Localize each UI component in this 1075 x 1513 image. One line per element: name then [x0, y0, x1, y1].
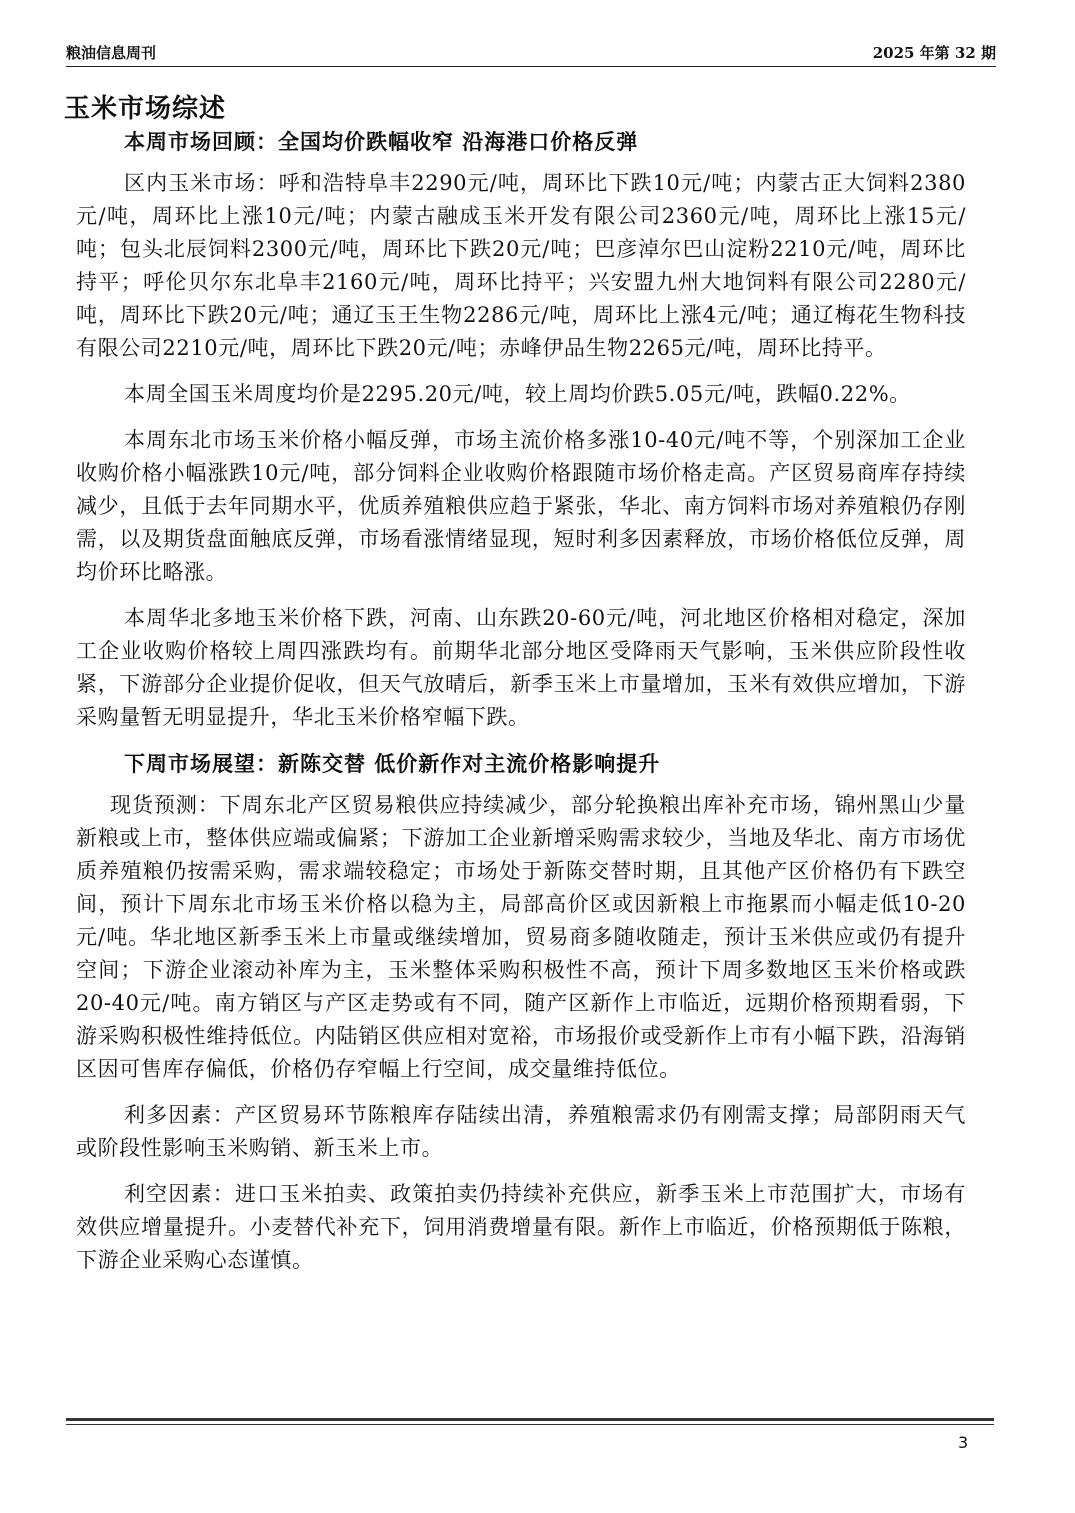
- page-number: 3: [958, 1433, 969, 1452]
- outlook-paragraph: 现货预测：下周东北产区贸易粮供应持续减少，部分轮换粮出库补充市场，锦州黑山少量新粮或上市，整体供应端或偏紧；下游加工企业新增采购需求较少，当地及华北、南方市场优质养殖粮仍按需采购，需求端较稳定；市场处于新陈交替时期，且其他产区价格仍有下跌空间，预计下周东北市场玉米价格以稳为主，局部高价区或因新粮上市拖累而小幅走低10-20元/吨。华北地区新季玉米上市量或继续增加，贸易商多随收随走，预计玉米供应或仍有提升空间；下游企业滚动补库为主，玉米整体采购积极性不高，预计下周多数地区玉米价格或跌20-40元/吨。南方销区与产区走势或有不同，随产区新作上市临近，远期价格预期看弱，下游采购积极性维持低位。内陆销区供应相对宽裕，市场报价或受新作上市有小幅下跌，沿海销区因可售库存偏低，价格仍存窄幅上行空间，成交量维持低位。: [76, 793, 966, 1081]
- review-paragraph: 本周全国玉米周度均价是2295.20元/吨，较上周均价跌5.05元/吨，跌幅0.22%。: [124, 382, 911, 406]
- header-divider: [66, 66, 996, 67]
- review-subtitle: 本周市场回顾：全国均价跌幅收窄 沿海港口价格反弹: [124, 129, 639, 154]
- outlook-subtitle: 下周市场展望：新陈交替 低价新作对主流价格影响提升: [124, 751, 661, 776]
- footer-divider-thick: [66, 1418, 994, 1421]
- outlook-paragraph: 利空因素：进口玉米拍卖、政策拍卖仍持续补充供应，新季玉米上市范围扩大，市场有效供应增量提升。小麦替代补充下，饲用消费增量有限。新作上市临近，价格预期低于陈粮，下游企业采购心态谨慎。: [76, 1182, 966, 1272]
- footer-divider-thin: [66, 1424, 994, 1425]
- outlook-paragraph: 利多因素：产区贸易环节陈粮库存陆续出清，养殖粮需求仍有刚需支撑；局部阴雨天气或阶段性影响玉米购销、新玉米上市。: [76, 1103, 966, 1160]
- article-body: [76, 125, 966, 1290]
- publication-name: 粮油信息周刊: [66, 44, 157, 62]
- page-header: [66, 42, 996, 66]
- section-title: 玉米市场综述: [64, 94, 227, 124]
- review-paragraph: 本周华北多地玉米价格下跌，河南、山东跌20-60元/吨，河北地区价格相对稳定，深加工企业收购价格较上周四涨跌均有。前期华北部分地区受降雨天气影响，玉米供应阶段性收紧，下游部分企业提价促收，但天气放晴后，新季玉米上市量增加，玉米有效供应增加，下游采购量暂无明显提升，华北玉米价格窄幅下跌。: [76, 606, 966, 729]
- review-paragraph: 区内玉米市场：呼和浩特阜丰2290元/吨，周环比下跌10元/吨；内蒙古正大饲料2380元/吨，周环比上涨10元/吨；内蒙古融成玉米开发有限公司2360元/吨，周环比上涨15元/吨；包头北辰饲料2300元/吨，周环比下跌20元/吨；巴彦淖尔巴山淀粉2210元/吨，周环比持平；呼伦贝尔东北阜丰2160元/吨，周环比持平；兴安盟九州大地饲料有限公司2280元/吨，周环比下跌20元/吨；通辽玉王生物2286元/吨，周环比上涨4元/吨；通辽梅花生物科技有限公司2210元/吨，周环比下跌20元/吨；赤峰伊品生物2265元/吨，周环比持平。: [76, 171, 966, 360]
- review-paragraph: 本周东北市场玉米价格小幅反弹，市场主流价格多涨10-40元/吨不等，个别深加工企业收购价格小幅涨跌10元/吨，部分饲料企业收购价格跟随市场价格走高。产区贸易商库存持续减少，且低于去年同期水平，优质养殖粮供应趋于紧张，华北、南方饲料市场对养殖粮仍存刚需，以及期货盘面触底反弹，市场看涨情绪显现，短时利多因素释放，市场价格低位反弹，周均价环比略涨。: [76, 428, 966, 584]
- issue-number: 2025 年第 32 期: [872, 44, 996, 62]
